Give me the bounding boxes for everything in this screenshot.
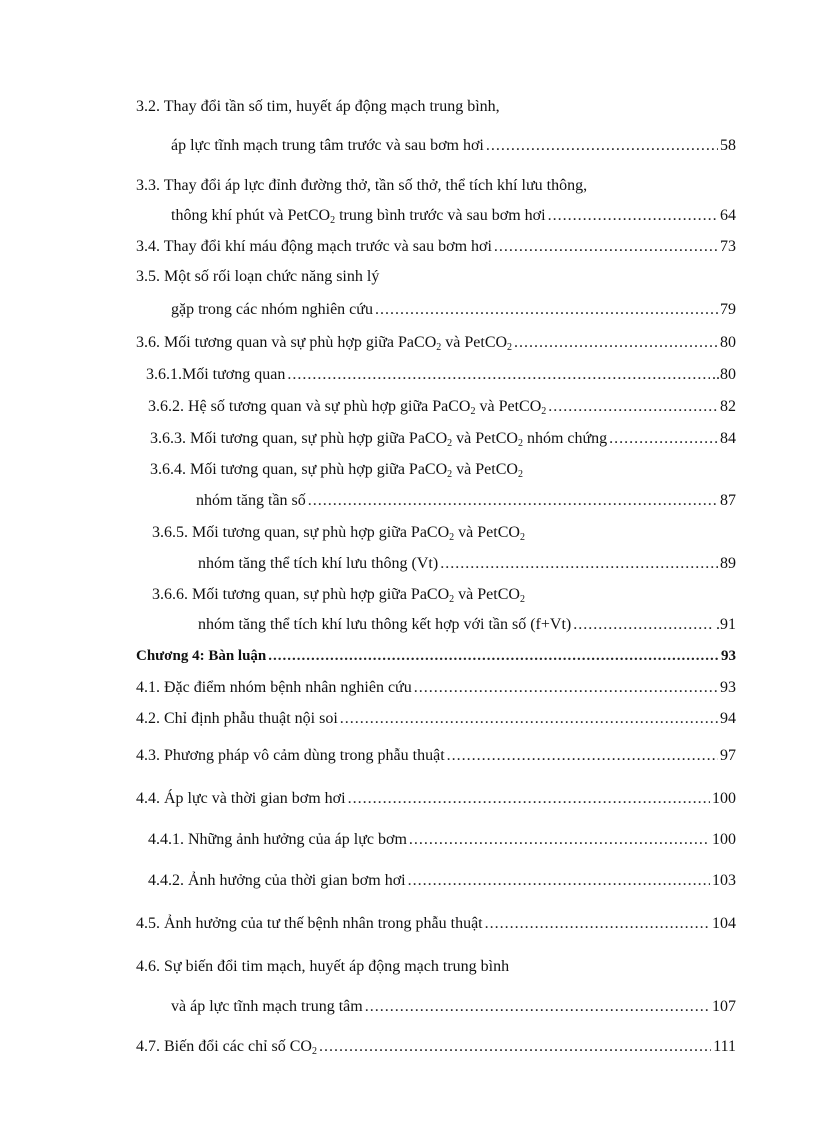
dot-leader (375, 299, 718, 321)
dot-leader (340, 708, 718, 730)
toc-entry-3-4[interactable]: 3.4. Thay đổi khí máu động mạch trước và sau bơm hơi ..... 73 (136, 236, 736, 258)
dot-leader (548, 396, 718, 418)
toc-entry-3-6[interactable]: 3.6. Mối tương quan và sự phù hợp giữa PaCO$_2$ và PetCO$_2$ ..... 80 (136, 332, 736, 354)
toc-entry-3-2-line1: 3.2. Thay đổi tần số tim, huyết áp động mạch trung bình, (136, 98, 500, 115)
toc-entry-3-6-5-line1: 3.6.5. Mối tương quan, sự phù hợp giữa PaCO$_2$ và PetCO$_2$ (152, 524, 525, 543)
dot-leader (447, 745, 718, 767)
page-number: 104 (712, 915, 736, 932)
dot-leader (365, 996, 710, 1018)
toc-chapter-4[interactable]: Chương 4: Bàn luận ..... 93 (136, 645, 736, 667)
page-number: 80 (720, 334, 736, 351)
toc-entry-4-6[interactable]: và áp lực tĩnh mạch trung tâm ..... 107 (171, 996, 736, 1018)
toc-entry-3-5-line1: 3.5. Một số rối loạn chức năng sinh lý (136, 268, 380, 285)
page-number: ..80 (712, 366, 736, 383)
dot-leader (609, 428, 718, 450)
toc-entry-3-6-3[interactable]: 3.6.3. Mối tương quan, sự phù hợp giữa PaCO$_2$ và PetCO$_2$ nhóm chứng ..... 84 (150, 428, 736, 450)
toc-entry-4-1[interactable]: 4.1. Đặc điểm nhóm bệnh nhân nghiên cứu ..... 93 (136, 677, 736, 699)
dot-leader (268, 645, 719, 667)
dot-leader (409, 829, 710, 851)
page-number: .91 (716, 616, 736, 633)
dot-leader (514, 332, 718, 354)
page-number: 84 (720, 430, 736, 447)
dot-leader (548, 205, 718, 227)
toc-entry-4-4-2[interactable]: 4.4.2. Ảnh hưởng của thời gian bơm hơi ..... 103 (148, 870, 736, 892)
page-number: 100 (712, 790, 736, 807)
page-number: 100 (712, 831, 736, 848)
page-number: 79 (720, 301, 736, 318)
toc-entry-4-5[interactable]: 4.5. Ảnh hưởng của tư thế bệnh nhân trong phẫu thuật ..... 104 (136, 913, 736, 935)
page-number: 93 (721, 648, 736, 664)
dot-leader (573, 614, 714, 636)
dot-leader (308, 490, 718, 512)
dot-leader (319, 1036, 711, 1058)
dot-leader (414, 677, 718, 699)
toc-entry-3-6-5[interactable]: nhóm tăng thể tích khí lưu thông (Vt) ..... 89 (198, 553, 736, 575)
page-number: 73 (720, 238, 736, 255)
page-number: 103 (712, 872, 736, 889)
toc-entry-3-5[interactable]: gặp trong các nhóm nghiên cứu ..... 79 (171, 299, 736, 321)
dot-leader (287, 364, 710, 386)
toc-entry-4-4[interactable]: 4.4. Áp lực và thời gian bơm hơi ..... 100 (136, 788, 736, 810)
toc-entry-4-2[interactable]: 4.2. Chỉ định phẫu thuật nội soi ..... 94 (136, 708, 736, 730)
page-number: 89 (720, 555, 736, 572)
page-number: 94 (720, 710, 736, 727)
toc-entry-3-2[interactable]: áp lực tĩnh mạch trung tâm trước và sau bơm hơi ..... 58 (171, 135, 736, 157)
toc-entry-4-3[interactable]: 4.3. Phương pháp vô cảm dùng trong phẫu thuật ..... 97 (136, 745, 736, 767)
page-number: 97 (720, 747, 736, 764)
page-number: 111 (713, 1038, 736, 1055)
dot-leader (408, 870, 710, 892)
page-number: 87 (720, 492, 736, 509)
toc-entry-3-6-6-line1: 3.6.6. Mối tương quan, sự phù hợp giữa PaCO$_2$ và PetCO$_2$ (152, 586, 525, 605)
toc-entry-3-6-4[interactable]: nhóm tăng tần số ..... 87 (196, 490, 736, 512)
page-number: 82 (720, 398, 736, 415)
page-number: 64 (720, 207, 736, 224)
dot-leader (486, 135, 718, 157)
page-number: 107 (712, 998, 736, 1015)
toc-entry-3-6-4-line1: 3.6.4. Mối tương quan, sự phù hợp giữa PaCO$_2$ và PetCO$_2$ (150, 461, 523, 480)
toc-entry-3-3-line1: 3.3. Thay đổi áp lực đỉnh đường thở, tần số thở, thể tích khí lưu thông, (136, 177, 588, 194)
dot-leader (440, 553, 718, 575)
toc-entry-3-6-1[interactable]: 3.6.1.Mối tương quan ..... ..80 (146, 364, 736, 386)
toc-entry-4-6-line1: 4.6. Sự biến đổi tim mạch, huyết áp động mạch trung bình (136, 958, 510, 975)
toc-entry-4-7[interactable]: 4.7. Biến đổi các chỉ số $CO_2$ ..... 111 (136, 1036, 736, 1058)
toc-entry-3-6-2[interactable]: 3.6.2. Hệ số tương quan và sự phù hợp giữa PaCO$_2$ và PetCO$_2$ ..... 82 (148, 396, 736, 418)
toc-entry-3-6-6[interactable]: nhóm tăng thể tích khí lưu thông kết hợp với tần số (f+Vt) ..... .91 (198, 614, 736, 636)
page-number: 58 (720, 137, 736, 154)
toc-entry-4-4-1[interactable]: 4.4.1. Những ảnh hưởng của áp lực bơm ..... 100 (148, 829, 736, 851)
toc-entry-3-3[interactable]: thông khí phút và PetCO$_2$ trung bình trước và sau bơm hơi ..... 64 (171, 205, 736, 227)
dot-leader (348, 788, 710, 810)
page-number: 93 (720, 679, 736, 696)
dot-leader (494, 236, 718, 258)
dot-leader (485, 913, 710, 935)
